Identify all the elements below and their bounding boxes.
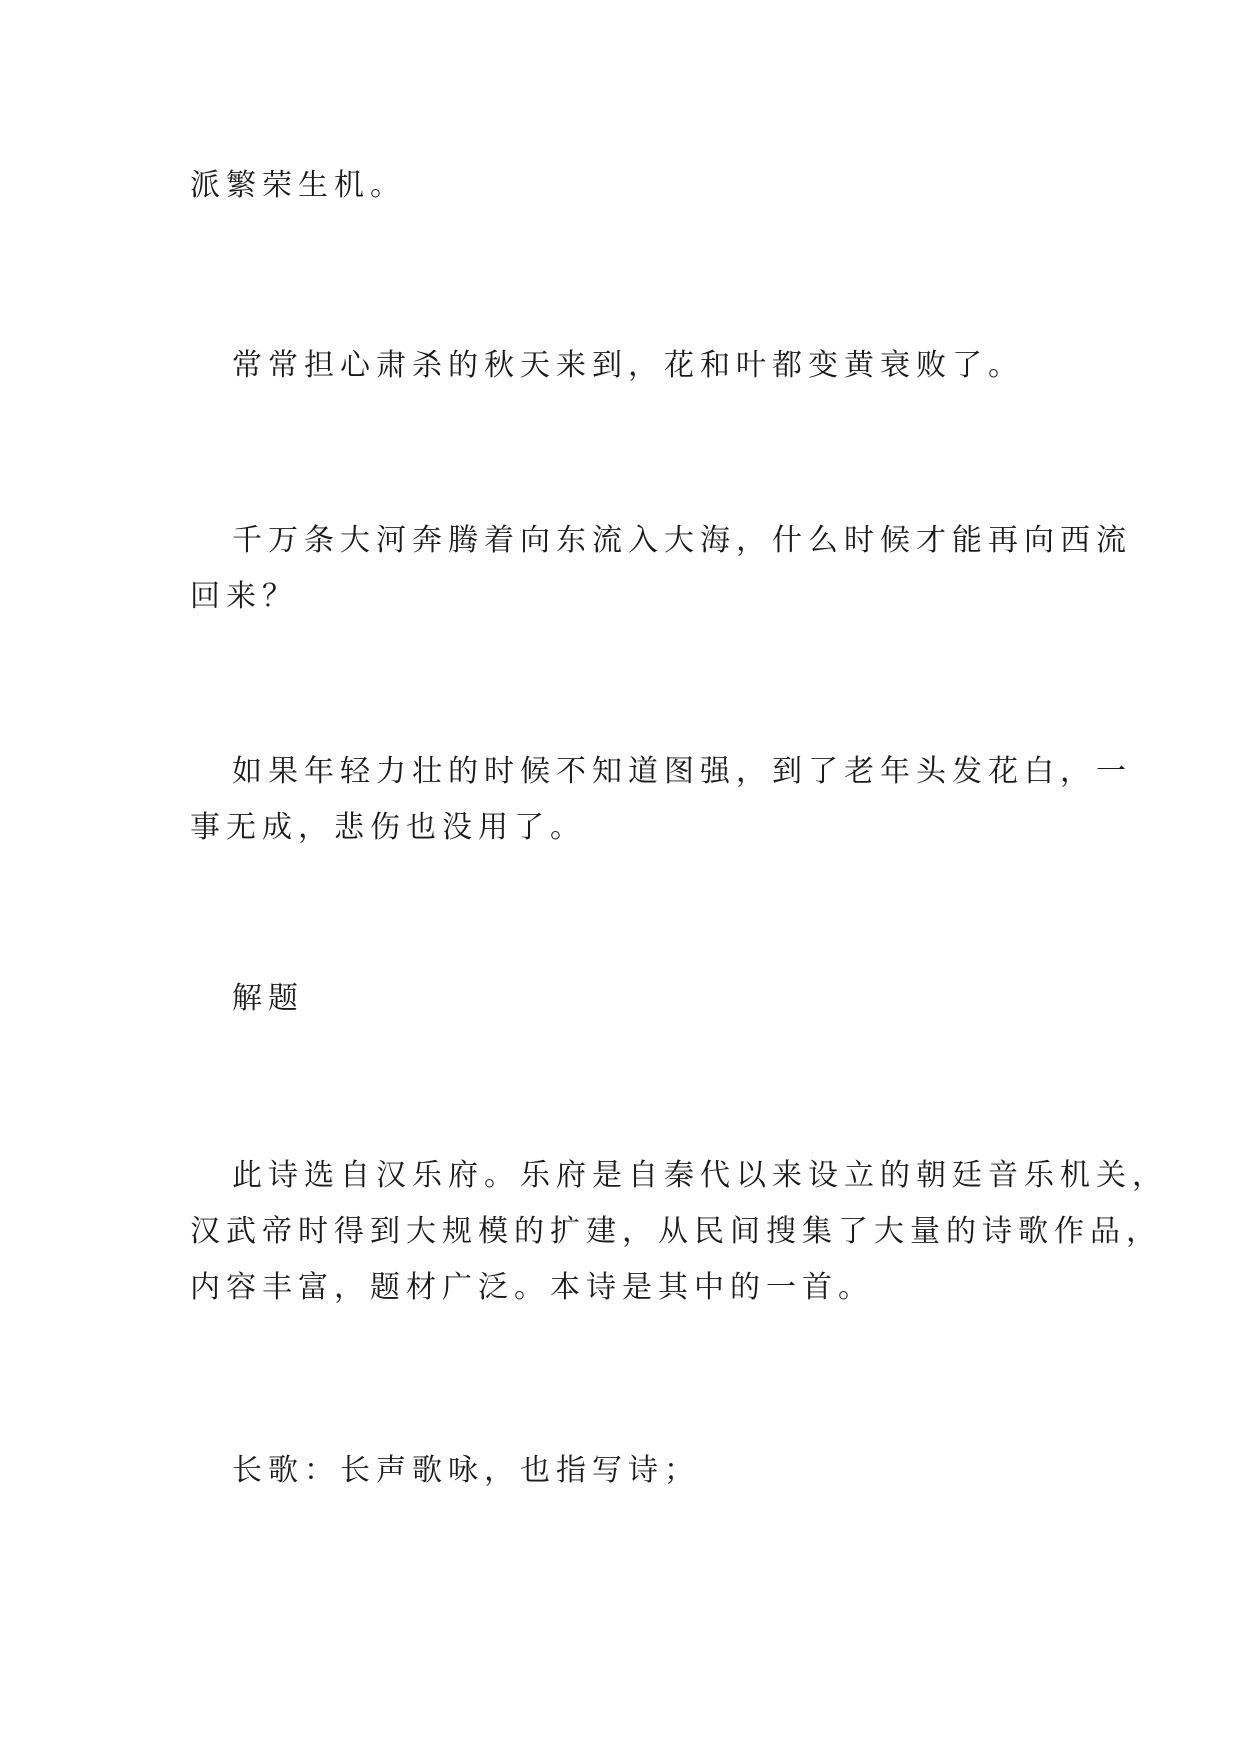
paragraph-line: 回来？ <box>190 579 298 614</box>
paragraph-line: 千万条大河奔腾着向东流入大海，什么时候才能再向西流 <box>232 523 1132 558</box>
heading-line: 解题 <box>232 981 304 1016</box>
paragraph-continuation <box>190 158 1060 214</box>
paragraph-youth-effort <box>190 744 1132 856</box>
paragraph-yuefu-intro <box>190 1148 1168 1316</box>
paragraph-line: 内容丰富，题材广泛。本诗是其中的一首。 <box>190 1270 874 1305</box>
paragraph-line: 长歌：长声歌咏，也指写诗； <box>232 1453 700 1488</box>
paragraph-changge-definition <box>190 1443 1060 1499</box>
paragraph-line: 事无成，悲伤也没用了。 <box>190 810 586 845</box>
paragraph-line: 此诗选自汉乐府。乐府是自秦代以来设立的朝廷音乐机关， <box>232 1158 1168 1193</box>
paragraph-line: 汉武帝时得到大规模的扩建，从民间搜集了大量的诗歌作品， <box>190 1214 1162 1249</box>
paragraph-line: 派繁荣生机。 <box>190 168 406 203</box>
paragraph-rivers-east <box>190 513 1132 625</box>
paragraph-line: 常常担心肃杀的秋天来到，花和叶都变黄衰败了。 <box>232 348 1024 383</box>
paragraph-autumn-worry <box>190 338 1060 394</box>
paragraph-line: 如果年轻力壮的时候不知道图强，到了老年头发花白，一 <box>232 754 1132 789</box>
section-heading-jieti <box>190 971 1060 1027</box>
